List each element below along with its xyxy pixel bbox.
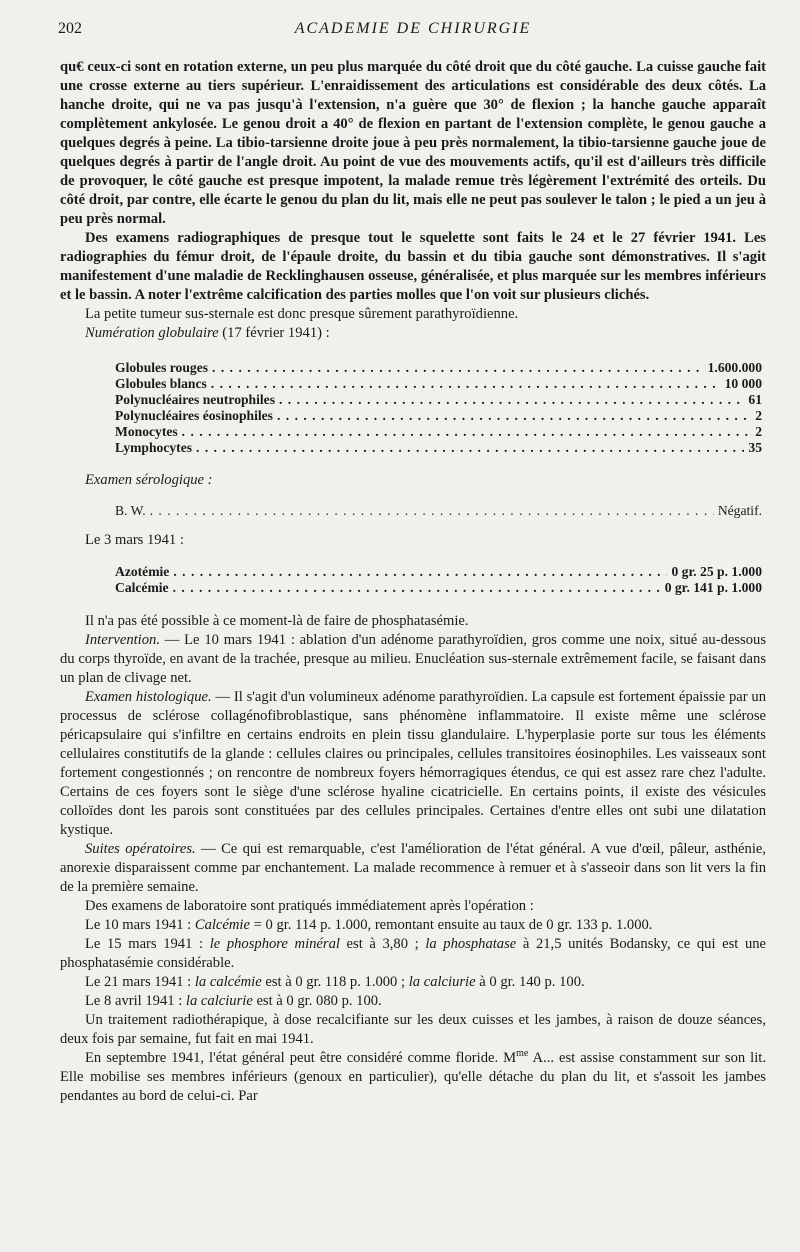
paragraph-tumor: La petite tumeur sus-sternale est donc presque sûrement parathyroïdienne. xyxy=(85,306,519,322)
page-header xyxy=(58,20,768,46)
numeration-date: (17 février 1941) : xyxy=(218,325,330,341)
table-row: Azotémie . . . 0 gr. 25 p. 1.000 xyxy=(115,564,762,580)
paragraph-lab-4: Le 8 avril 1941 : la calciurie est à 0 gr. 080 p. 100. xyxy=(85,993,382,1009)
paragraph-september: En septembre 1941, l'état général peut être considéré comme floride. $M^{me}$ A... est assise constamment sur son lit. Elle mobilise ses membres inférieurs (genoux en particulier), qu'elle détache du plan du lit, et s'assoit les jambes pendantes au bord de celui-ci. Par xyxy=(60,1048,766,1104)
paragraph-lab-1: Le 10 mars 1941 : Calcémie = 0 gr. 114 p. 1.000, remontant ensuite au taux de 0 gr. 133 p. 1.000. xyxy=(85,917,653,933)
numeration-title: Numération globulaire xyxy=(85,325,219,341)
table-row: Monocytes . . . 2 xyxy=(115,424,762,440)
page-number: 202 xyxy=(58,20,82,37)
document-body xyxy=(60,58,766,1106)
paragraph-lab-intro: Des examens de laboratoire sont pratiqués immédiatement après l'opération : xyxy=(85,898,534,914)
table-row: B. W. . . . Négatif. xyxy=(115,503,762,519)
table-row: Globules blancs . . . 10 000 xyxy=(115,376,762,392)
paragraph-radiotherapy: Un traitement radiothérapique, à dose recalcifiante sur les deux cuisses et les jambes, à raison de douze séances, deux fois par semaine, fut fait en mai 1941. xyxy=(60,1012,766,1047)
paragraph-clinical-exam: qu€ ceux-ci sont en rotation externe, un peu plus marquée du côté droit que du côté gauche. La cuisse gauche fait une crosse externe au tiers supérieur. L'enraidissement des articulations est considérable des deux côtés. La hanche droite, qui ne va pas jusqu'à l'extension, n'a guère que 30° de flexion ; la hanche gauche apparaît complètement ankylosée. Le genou droit a 40° de flexion en partant de l'extension complète, le genou gauche a quelques degrés à peine. La tibio-tarsienne droite joue à peu près normalement, la tibio-tarsienne gauche joue de quelques degrés à partir de l'angle droit. Au point de vue des mouvements actifs, qu'il est d'ailleurs très difficile de provoquer, le côté gauche est presque impotent, la malade remue très légèrement l'extrémité des orteils. Du côté droit, par contre, elle écarte le genou du plan du lit, mais elle ne peut pas soulever le talon ; le pied a un jeu à peu près normal. xyxy=(60,59,766,227)
table-row: Globules rouges . . . 1.600.000 xyxy=(115,360,762,376)
paragraph-phosphatasemia: Il n'a pas été possible à ce moment-là de faire de phosphatasémie. xyxy=(85,613,469,629)
table-row: Calcémie . . . 0 gr. 141 p. 1.000 xyxy=(115,580,762,596)
table-row: Lymphocytes . . . 35 xyxy=(115,440,762,456)
table-row: Polynucléaires neutrophiles . . . 61 xyxy=(115,392,762,408)
paragraph-post-op: Suites opératoires. — Ce qui est remarquable, c'est l'amélioration de l'état général. A vue d'œil, pâleur, asthénie, anorexie disparaissent comme par enchantement. La malade recommence à remuer et à s'asseoir dans son lit vers la fin de la première semaine. xyxy=(60,841,767,895)
paragraph-lab-2: Le 15 mars 1941 : le phosphore minéral est à 3,80 ; la phosphatase à 21,5 unités Bodansky, ce qui est une phosphatasémie considérable. xyxy=(60,936,767,971)
paragraph-lab-3: Le 21 mars 1941 : la calcémie est à 0 gr. 118 p. 1.000 ; la calciurie à 0 gr. 140 p. 100. xyxy=(85,974,585,990)
paragraph-histology: Examen histologique. — Il s'agit d'un volumineux adénome parathyroïdien. La capsule est fortement épaissie par un processus de sclérose collagénofibroblastique, sans phénomène inflammatoire. Il existe même une sclérose péricapsulaire qui s'infiltre en certains endroits en plein tissu glandulaire. L'hyperplasie porte sur tous les éléments cellulaires constitutifs de la glande : cellules claires ou principales, cellules transitoires éosinophiles. Les vaisseaux sont fortement congestionnés ; on rencontre de nombreux foyers hémorragiques étendus, ce qui est assez rare chez l'adulte. Certains de ces foyers sont le siège d'une sclérose hyaline cicatricielle. En certains points, il existe des vésicules colloïdes dont les parois sont constituées par des cellules principales. Certaines d'entre elles ont subi une dilatation kystique. xyxy=(60,689,766,838)
blood-count-table xyxy=(115,360,762,456)
march3-heading: Le 3 mars 1941 : xyxy=(85,532,184,548)
serology-table xyxy=(115,503,762,519)
running-title: ACADEMIE DE CHIRURGIE xyxy=(294,20,532,37)
chemistry-table xyxy=(115,564,762,596)
paragraph-intervention: Intervention. — Le 10 mars 1941 : ablation d'un adénome parathyroïdien, gros comme une noix, situé au-dessous du corps thyroïde, en avant de la trachée, presque au milieu. Enucléation sus-sternale extrêmement facile, se faisant dans un plan de clivage net. xyxy=(60,632,766,686)
table-row: Polynucléaires éosinophiles . . . 2 xyxy=(115,408,762,424)
numeration-heading xyxy=(60,324,766,343)
paragraph-radiography: Des examens radiographiques de presque tout le squelette sont faits le 24 et le 27 février 1941. Les radiographies du fémur droit, de l'épaule droite, du bassin et du tibia gauche sont démonstratives. Il s'agit manifestement d'une maladie de Recklinghausen osseuse, généralisée, et plus marquée sur les membres inférieurs et le bassin. A noter l'extrême calcification des parties molles que l'on voit sur plusieurs clichés. xyxy=(60,230,766,303)
serology-heading: Examen sérologique : xyxy=(85,472,213,488)
